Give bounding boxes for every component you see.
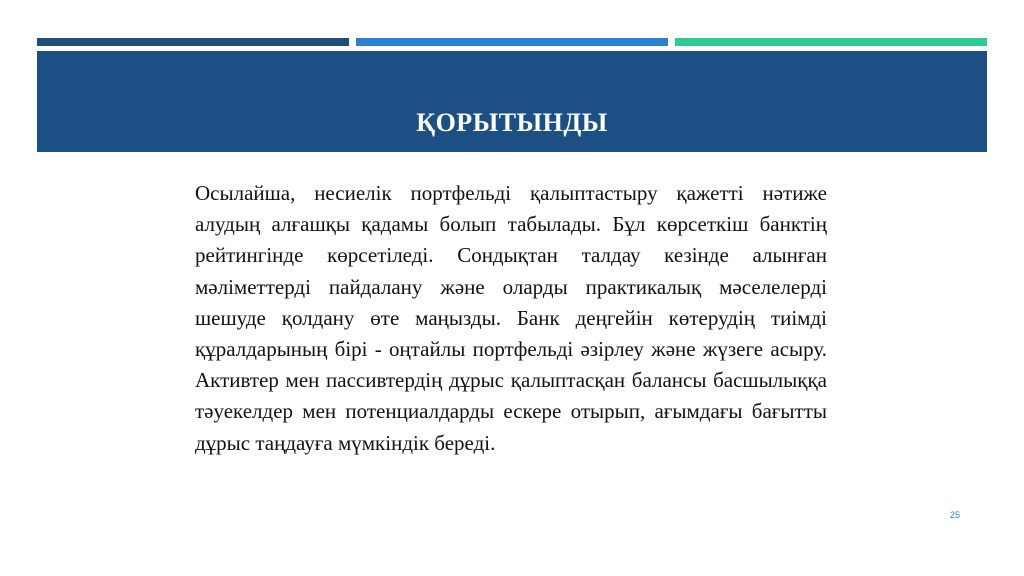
accent-bar-blue [356, 38, 668, 46]
accent-bar-dark-blue [37, 38, 349, 46]
slide-body-text: Осылайша, несиелік портфельді қалыптастыру қажетті нәтиже алудың алғашқы қадамы болып табылады. Бұл көрсеткіш банктің рейтингінде көрсетіледі. Сондықтан талдау кезінде алынған мәліметтерді пайдалану және оларды практикалық мәселелерді шешуде қолдану өте маңызды. Банк деңгейін көтерудің тиімді құралдарының бірі - оңтайлы портфельді әзірлеу және жүзеге асыру. Активтер мен пассивтердің дұрыс қалыптасқан балансы басшылыққа тәуекелдер мен потенциалдарды ескере отырып, ағымдағы бағытты дұрыс таңдауға мүмкіндік береді. [195, 181, 827, 455]
page-number: 25 [950, 510, 961, 520]
accent-bar-green [675, 38, 987, 46]
slide-title: ҚОРЫТЫНДЫ [416, 108, 608, 137]
